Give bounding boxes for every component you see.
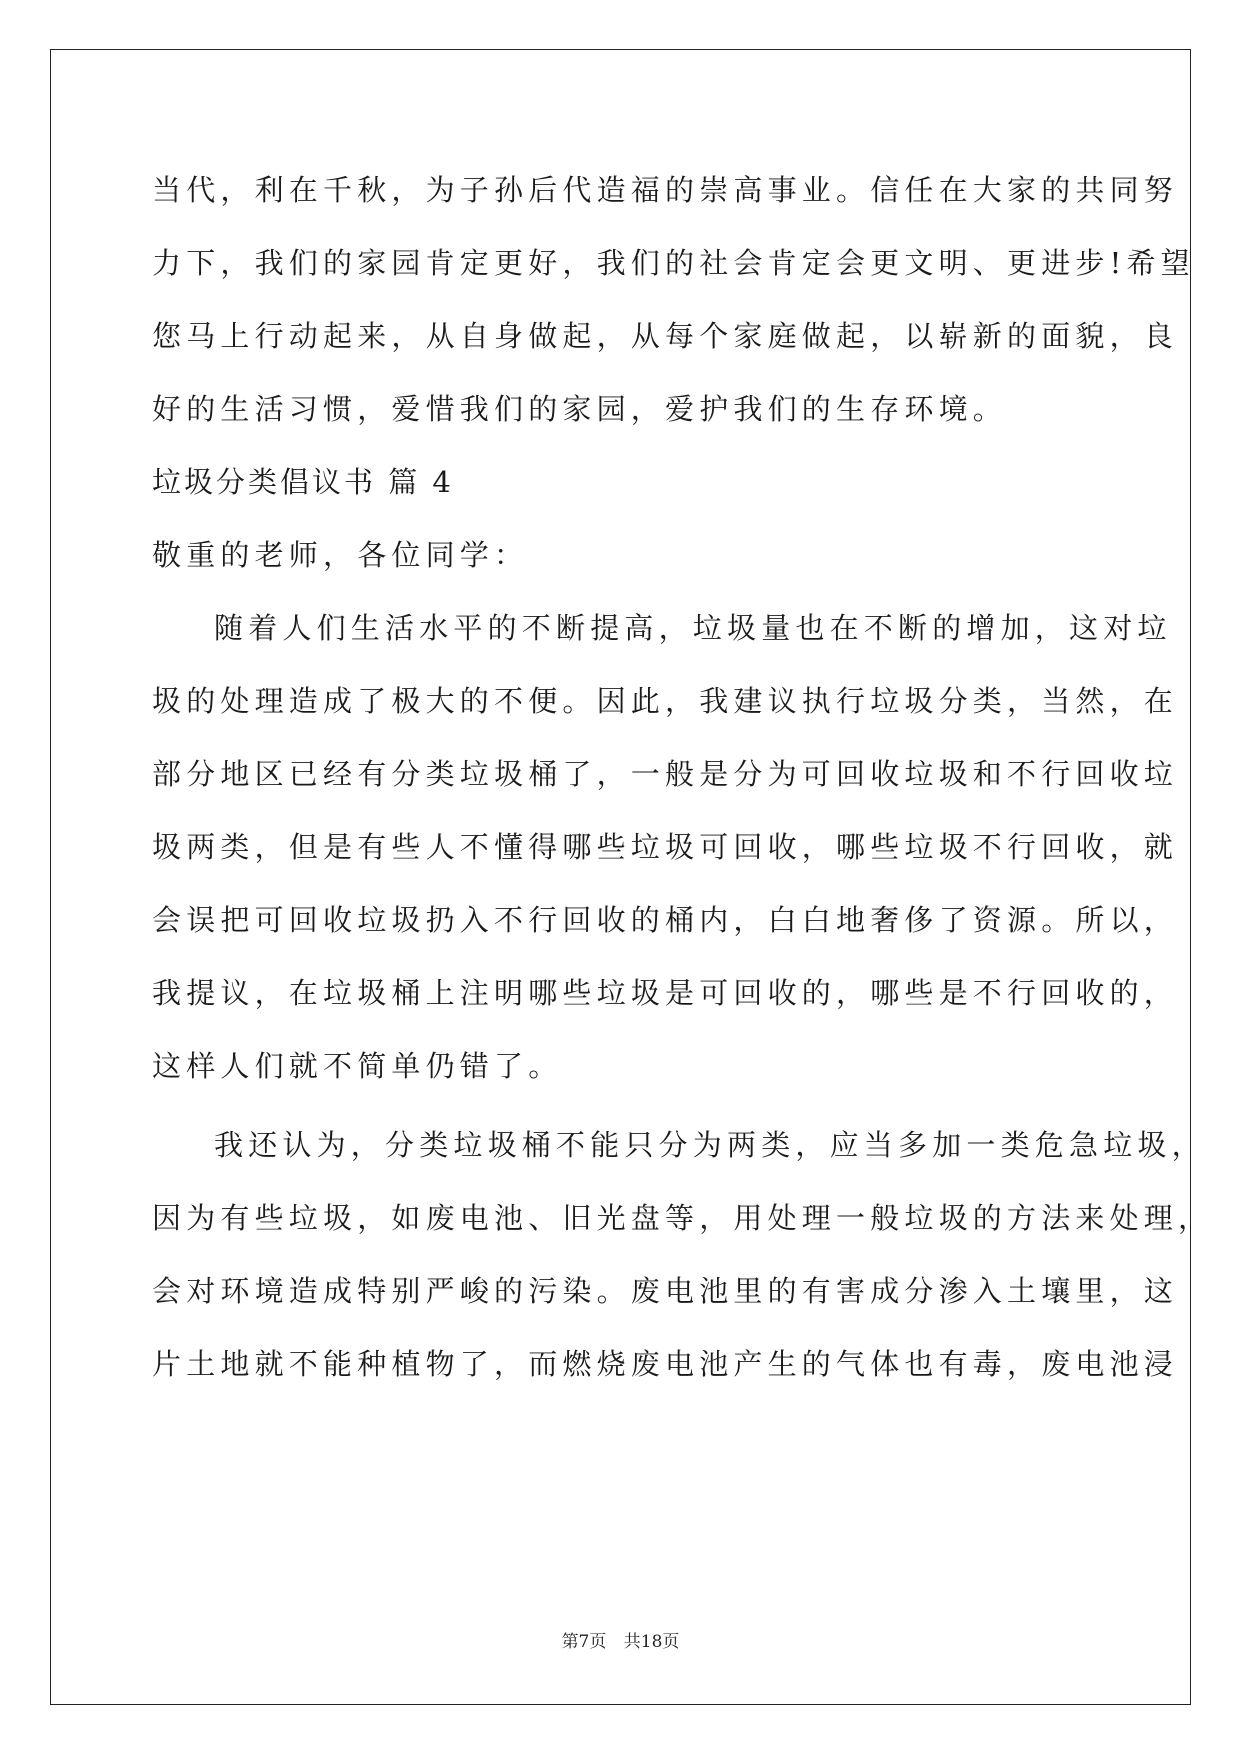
text-line: 您马上行动起来，从自身做起，从每个家庭做起，以崭新的面貌，良 — [152, 319, 1179, 353]
paragraph-line: 片土地就不能种植物了，而燃烧废电池产生的气体也有毒，废电池浸 — [152, 1347, 1179, 1381]
paragraph-line: 圾的处理造成了极大的不便。因此，我建议执行垃圾分类，当然，在 — [152, 684, 1179, 718]
paragraph-line: 我提议，在垃圾桶上注明哪些垃圾是可回收的，哪些是不行回收的， — [152, 976, 1179, 1010]
text-line: 力下，我们的家园肯定更好，我们的社会肯定会更文明、更进步!希望 — [152, 246, 1195, 280]
paragraph-line: 会误把可回收垃圾扔入不行回收的桶内，白白地奢侈了资源。所以， — [152, 903, 1179, 937]
salutation: 敬重的老师，各位同学： — [152, 538, 529, 572]
text-line: 好的生活习惯，爱惜我们的家园，爱护我们的生存环境。 — [152, 392, 1008, 426]
paragraph-line: 随着人们生活水平的不断提高，垃圾量也在不断的增加，这对垃 — [214, 611, 1172, 645]
paragraph-line: 部分地区已经有分类垃圾桶了，一般是分为可回收垃圾和不行回收垃 — [152, 757, 1179, 791]
page-total: 共18页 — [623, 1632, 680, 1652]
paragraph-line: 因为有些垃圾，如废电池、旧光盘等，用处理一般垃圾的方法来处理， — [152, 1201, 1213, 1235]
page-border — [50, 49, 1213, 1705]
paragraph-line: 我还认为，分类垃圾桶不能只分为两类，应当多加一类危急垃圾， — [214, 1128, 1206, 1162]
page-number: 第7页 — [561, 1632, 607, 1652]
page-footer — [0, 1630, 1241, 1654]
section-title: 垃圾分类倡议书 篇 4 — [152, 465, 454, 499]
paragraph-line: 会对环境造成特别严峻的污染。废电池里的有害成分渗入土壤里，这 — [152, 1274, 1179, 1308]
paragraph-line: 圾两类，但是有些人不懂得哪些垃圾可回收，哪些垃圾不行回收，就 — [152, 830, 1179, 864]
paragraph-line: 这样人们就不简单仍错了。 — [152, 1049, 563, 1083]
text-line: 当代，利在千秋，为子孙后代造福的崇高事业。信任在大家的共同努 — [152, 173, 1179, 207]
